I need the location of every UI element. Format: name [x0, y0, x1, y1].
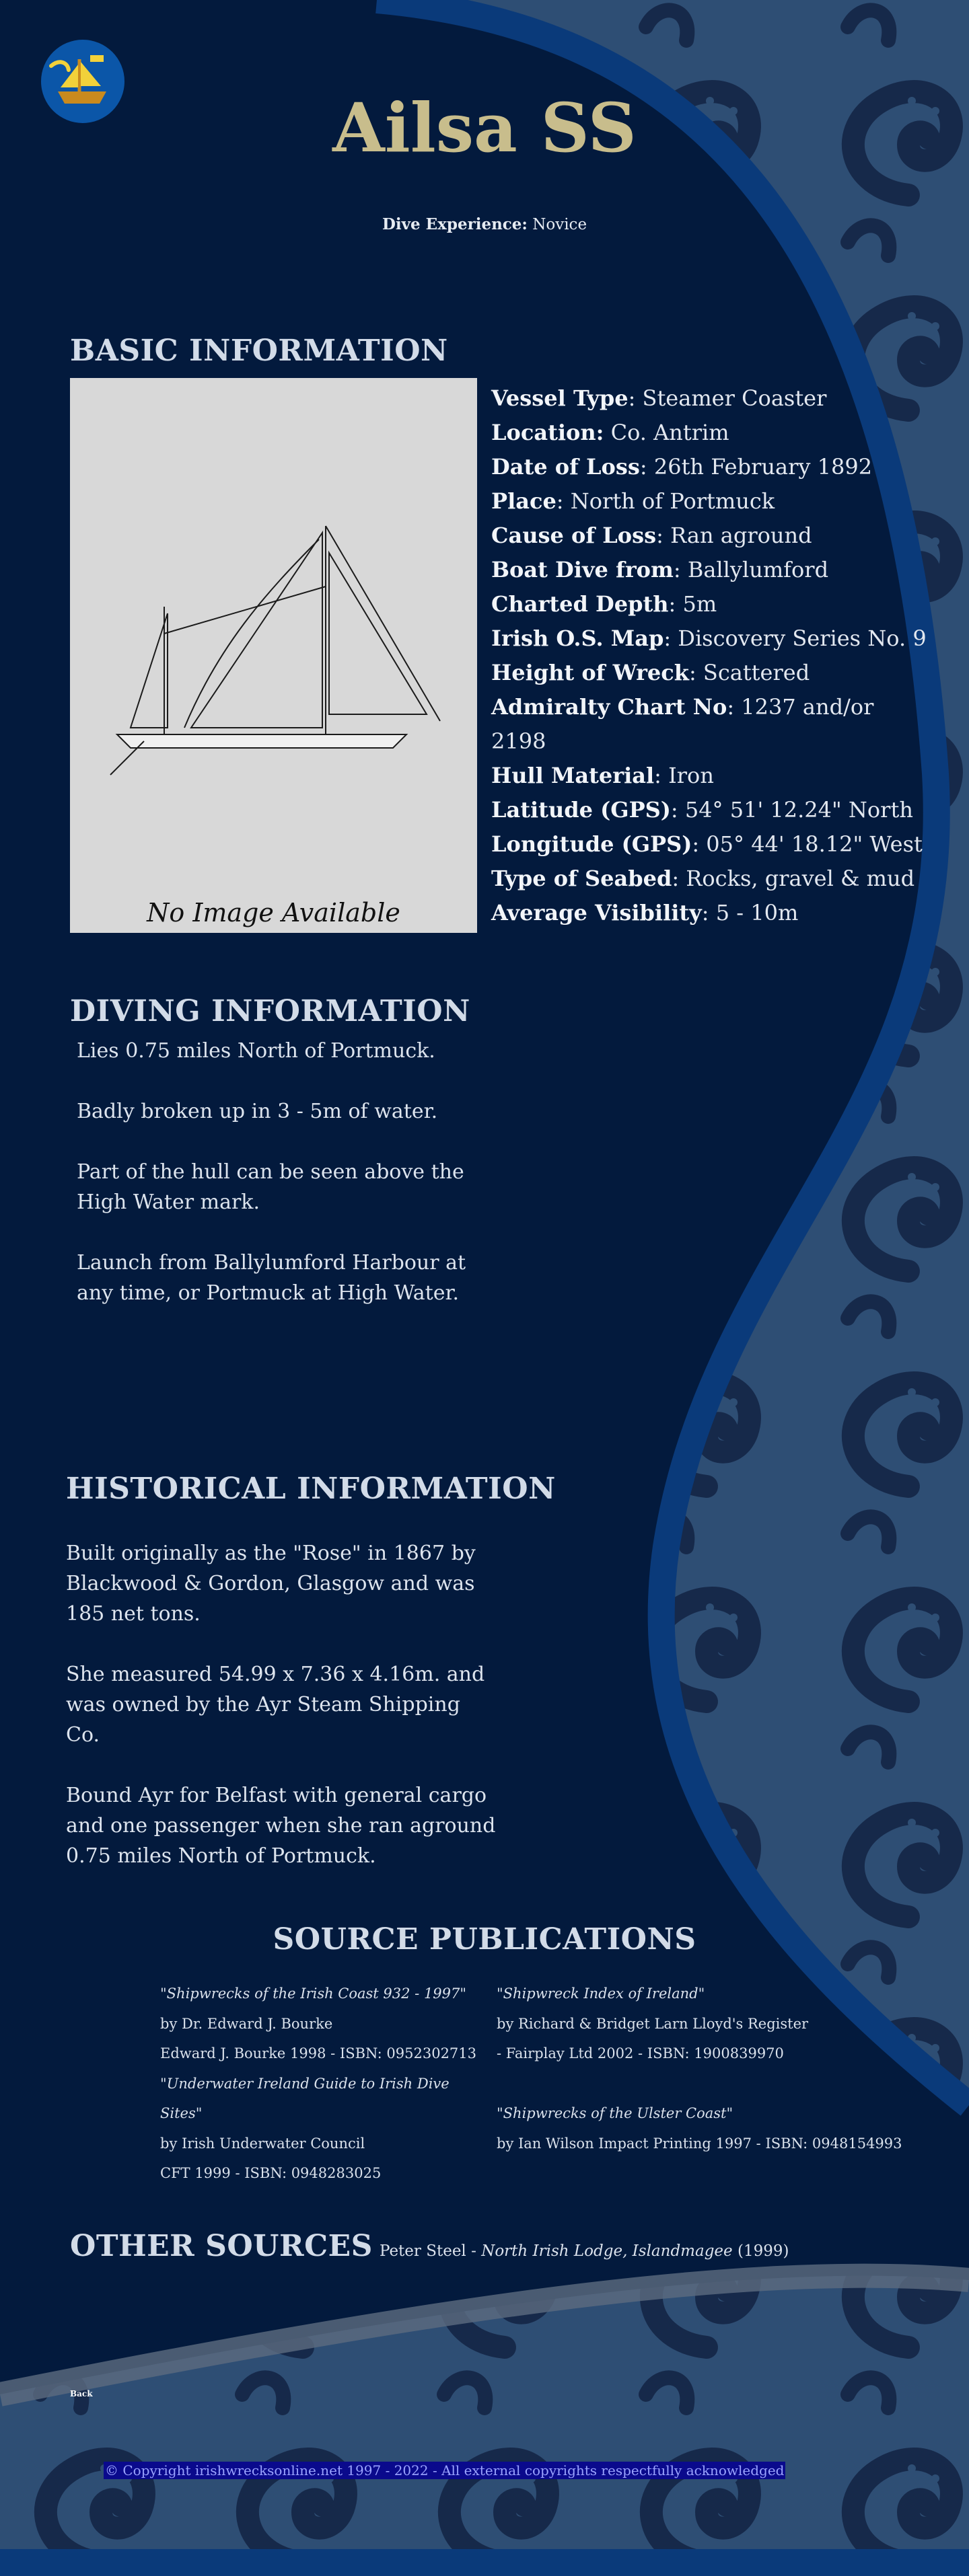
basic-information-heading: BASIC INFORMATION: [70, 334, 448, 368]
fact-row: [491, 416, 929, 450]
fact-label: Hull Material: [491, 763, 655, 788]
historical-paragraph: Bound Ayr for Belfast with general cargo and one passenger when she ran aground 0.75 miles North of Portmuck.: [66, 1784, 496, 1868]
fact-value: : 05° 44' 18.12" West: [692, 831, 923, 857]
fact-row: [491, 862, 929, 896]
fact-value: : Steamer Coaster: [628, 385, 827, 411]
other-sources-book: North Irish Lodge, Islandmagee: [481, 2242, 733, 2260]
fact-value: : 5 - 10m: [701, 900, 799, 925]
back-link[interactable]: Back: [70, 2389, 93, 2398]
fact-label: Place: [491, 488, 557, 514]
fact-label: Latitude (GPS): [491, 797, 671, 823]
source-line: "Shipwrecks of the Ulster Coast": [497, 2105, 733, 2121]
fact-value: : 26th February 1892: [639, 454, 873, 480]
source-line: by Ian Wilson Impact Printing 1997 - ISBN: 0948154993: [497, 2135, 902, 2152]
fact-label: Height of Wreck: [491, 660, 689, 685]
fact-value: : Rocks, gravel & mud: [672, 866, 915, 891]
fact-row: [491, 896, 929, 930]
fact-label: Irish O.S. Map: [491, 626, 664, 651]
fact-label: Cause of Loss: [491, 523, 657, 548]
fact-label: Average Visibility: [491, 900, 702, 925]
fact-value: : Scattered: [688, 660, 810, 685]
wreck-image-placeholder: [70, 378, 477, 933]
fact-row: [491, 484, 929, 519]
fact-value: : Discovery Series No. 9: [663, 626, 927, 651]
fact-value: : 5m: [668, 591, 717, 617]
page-title: Ailsa SS: [332, 88, 637, 167]
no-image-text: No Image Available: [147, 898, 400, 927]
source-line: "Underwater Ireland Guide to Irish Dive Sites": [160, 2075, 450, 2121]
sources-right-column: [497, 1979, 927, 2158]
source-line: - Fairplay Ltd 2002 - ISBN: 1900839970: [497, 2045, 784, 2061]
diving-paragraph: Badly broken up in 3 - 5m of water.: [77, 1100, 438, 1123]
fact-row: [491, 553, 929, 587]
fact-label: Boat Dive from: [491, 557, 674, 582]
source-line: by Irish Underwater Council: [160, 2135, 365, 2152]
dive-experience-label: Dive Experience:: [382, 215, 528, 233]
diving-paragraph: Part of the hull can be seen above the High Water mark.: [77, 1160, 464, 1214]
source-line: [497, 2069, 927, 2099]
fact-row: [491, 793, 929, 827]
dive-experience-value: Novice: [532, 216, 587, 233]
fact-label: Date of Loss: [491, 454, 640, 480]
diving-paragraph: Lies 0.75 miles North of Portmuck.: [77, 1039, 435, 1063]
diving-information-heading: DIVING INFORMATION: [70, 994, 470, 1028]
fact-row: [491, 621, 929, 656]
historical-information-heading: HISTORICAL INFORMATION: [66, 1472, 556, 1506]
other-sources-year: (1999): [732, 2242, 789, 2260]
sources-left-column: [160, 1979, 483, 2189]
diving-paragraph: Launch from Ballylumford Harbour at any time, or Portmuck at High Water.: [77, 1251, 466, 1305]
fact-label: Charted Depth: [491, 591, 669, 617]
fact-value: : Ran aground: [656, 523, 812, 548]
fact-value: Co. Antrim: [604, 420, 729, 445]
fact-row: [491, 656, 929, 690]
fact-value: : 1237 and/or 2198: [491, 694, 874, 754]
fact-row: [491, 759, 929, 793]
diving-information-text: [77, 1036, 494, 1338]
source-line: "Shipwreck Index of Ireland": [497, 1985, 705, 2002]
other-sources-author: Peter Steel -: [380, 2242, 482, 2260]
fact-label: Location:: [491, 420, 604, 445]
basic-facts-list: [491, 381, 929, 930]
source-line: "Shipwrecks of the Irish Coast 932 - 1997": [160, 1985, 467, 2002]
fact-row: [491, 519, 929, 553]
other-sources-entry: [380, 2242, 789, 2260]
sailing-ship-icon: [104, 513, 447, 795]
fact-row: [491, 450, 929, 484]
fact-label: Admiralty Chart No: [491, 694, 727, 720]
fact-value: : Ballylumford: [673, 557, 829, 582]
fact-row: [491, 827, 929, 862]
other-sources-heading: OTHER SOURCES: [70, 2229, 373, 2263]
fact-label: Vessel Type: [491, 385, 629, 411]
fact-value: : Iron: [654, 763, 714, 788]
source-line: by Dr. Edward J. Bourke: [160, 2015, 333, 2032]
fact-row: [491, 587, 929, 621]
dive-experience: [0, 215, 969, 233]
source-line: CFT 1999 - ISBN: 0948283025: [160, 2165, 382, 2181]
fact-row: [491, 381, 929, 416]
fact-row: [491, 690, 929, 759]
fact-value: : 54° 51' 12.24" North: [670, 797, 913, 823]
source-line: Edward J. Bourke 1998 - ISBN: 0952302713: [160, 2045, 477, 2061]
fact-value: : North of Portmuck: [556, 488, 775, 514]
fact-label: Type of Seabed: [491, 866, 672, 891]
source-line: by Richard & Bridget Larn Lloyd's Register: [497, 2015, 809, 2032]
copyright-notice: © Copyright irishwrecksonline.net 1997 - 2022 - All external copyrights respectfully acknowledged: [105, 2462, 785, 2478]
fact-label: Longitude (GPS): [491, 831, 692, 857]
historical-paragraph: She measured 54.99 x 7.36 x 4.16m. and was owned by the Ayr Steam Shipping Co.: [66, 1663, 485, 1747]
source-publications-heading: SOURCE PUBLICATIONS: [273, 1922, 696, 1957]
historical-information-text: [66, 1538, 497, 1901]
historical-paragraph: Built originally as the "Rose" in 1867 by Blackwood & Gordon, Glasgow and was 185 net tons.: [66, 1542, 476, 1626]
